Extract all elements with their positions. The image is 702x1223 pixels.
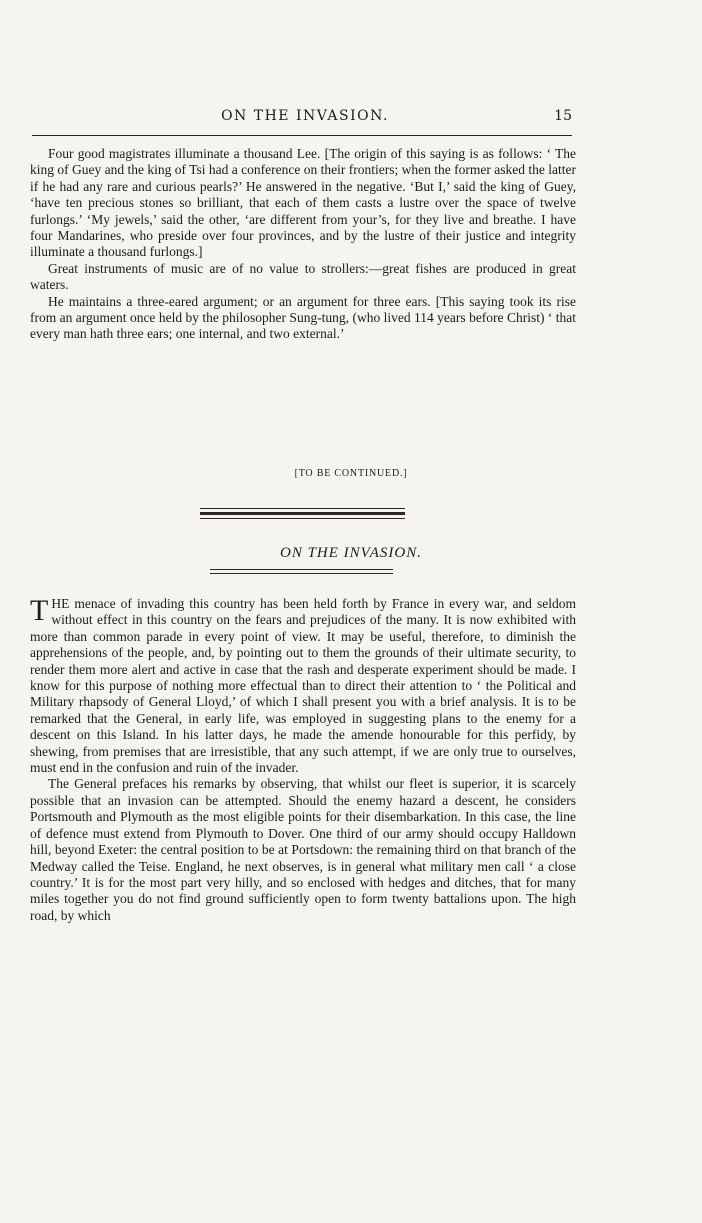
proverb-paragraph-2: Great instruments of music are of no value to strollers:—great fishes are produced in great waters. [30,260,576,293]
article-body [30,596,576,924]
article-title: ON THE INVASION. [280,545,422,561]
page-number: 15 [554,108,572,124]
title-underline [210,569,393,577]
proverb-paragraph-1: Four good magistrates illuminate a thousand Lee. [The origin of this saying is as follows: ‘ The king of Guey and the king of Tsi had a conference on their frontiers; when the former asked the latter if he had any rare and curious pearls?’ He answered in the negative. ‘But I,’ said the king of Guey, ‘have ten precious stones so brilliant, that each of them casts a lustre over the space of twelve furlongs.’ ‘My jewels,’ said the other, ‘are different from your’s, for they live and breathe. I have four Mandarines, who preside over four provinces, and by the lustre of their justice and integrity illuminate a thousand furlongs.] [30,146,576,260]
section-divider [200,508,405,522]
page-header [40,108,570,130]
article-paragraph-1 [30,596,576,776]
article-paragraph-2: The General prefaces his remarks by observing, that whilst our fleet is superior, it is scarcely possible that an invasion can be attempted. Should the enemy hazard a descent, he considers Portsmouth and Plymouth as the most eligible points for their disembarkation. In this case, the line of defence must extend from Plymouth to Dover. One third of our army should occupy Halldown hill, beyond Exeter: the central position to be at Portsdown: the remaining third on that branch of the Medway called the Teise. England, he next observes, is in general what military men call ‘ a close country.’ It is for the most part very hilly, and so enclosed with hedges and ditches, that for many miles together you do not find ground sufficiently open to form twenty battalions upon. The high road, by which [30,776,576,923]
proverbs-section [30,146,576,343]
article-paragraph-1-text: HE menace of invading this country has been held forth by France in every war, and seldom without effect in this country on the fears and prejudices of the many. It is now exhibited with more than common parade in every point of view. It may be useful, therefore, to diminish the apprehensions of the people, and, by pointing out to them the grounds of their ultimate security, to render them more alert and active in case that the rash and desperate experiment should be made. I know for this purpose of nothing more effectual than to direct their attention to ‘ the Political and Military rhapsody of General Lloyd,’ of which I shall present you with a brief analysis. It is to be remarked that the General, in early life, was employed in suggesting plans to the enemy for a descent on this Island. In his latter days, he made the amende honourable for this perfidy, by shewing, from premises that are irresistible, that any such attempt, if we are only true to ourselves, must end in the confusion and ruin of the invader. [30,596,576,776]
to-be-continued: [TO BE CONTINUED.] [294,468,408,479]
drop-cap: T [30,594,49,627]
running-title: ON THE INVASION. [221,108,389,124]
header-rule [32,135,572,136]
proverb-paragraph-3: He maintains a three-eared argument; or an argument for three ears. [This saying took its rise from an argument once held by the philosopher Sung-tung, (who lived 114 years before Christ) ‘ that every man hath three ears; one internal, and two external.’ [30,293,576,342]
